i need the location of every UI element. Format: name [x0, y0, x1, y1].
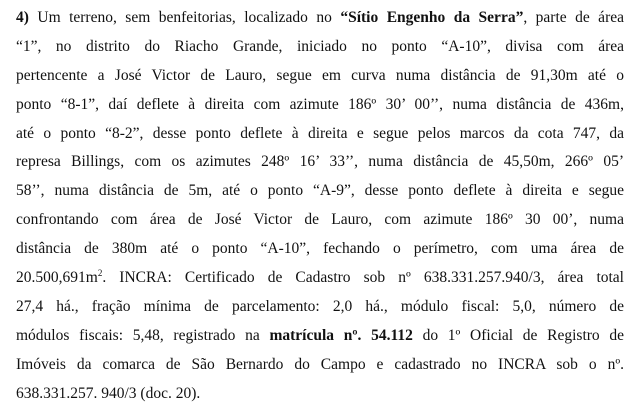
text-line-11: 27,4 há., fração mínima de parcelamento: 2,0 há., módulo fiscal: 5,0, número de — [16, 297, 624, 315]
document-paragraph — [16, 4, 624, 408]
text-line-3: pertencente a José Victor de Lauro, segue em curva numa distância de 91,30m até o — [16, 66, 624, 84]
text-line-10: $20.500,691m^2$. INCRA: Certificado de Cadastro sob nº 638.331.257.940/3, área total — [16, 267, 624, 287]
text-line-7: 58’’, numa distância de 5m, até o ponto “A-9”, desse ponto deflete à direita e segue — [16, 182, 624, 200]
text-line-4: ponto “8-1”, daí deflete à direita com azimute 186º 30’ 00’’, numa distância de 436m, — [16, 95, 624, 113]
area-superscript: 2 — [97, 267, 103, 278]
text-line-12: módulos fiscais: 5,48, registrado na matrícula nº. 54.112 do 1º Oficial de Registro de — [16, 326, 624, 344]
text-line-14: 638.331.257. 940/3 (doc. 20). — [16, 384, 201, 402]
registration-number: matrícula nº. 54.112 — [269, 326, 413, 344]
text-line-2: “1”, no distrito do Riacho Grande, iniciado no ponto “A-10”, divisa com área — [16, 37, 624, 55]
property-name: “Sítio Engenho da Serra” — [340, 9, 524, 26]
item-number: 4) — [16, 9, 29, 26]
text-line-13: Imóveis da comarca de São Bernardo do Campo e cadastrado no INCRA sob o nº. — [16, 355, 624, 373]
text-line-5: até o ponto “8-2”, desse ponto deflete à direita e segue pelos marcos da cota 747, da — [16, 124, 624, 142]
text-line-8: confrontando com área de José Victor de Lauro, com azimute 186º 30 00’, numa — [16, 211, 624, 229]
text-line-9: distância de 380m até o ponto “A-10”, fechando o perímetro, com uma área de — [16, 240, 624, 258]
text-line-1: 4) Um terreno, sem benfeitorias, localizado no “Sítio Engenho da Serra”, parte de área — [16, 9, 624, 26]
text-line-6: represa Billings, com os azimutes 248º 16’ 33’’, numa distância de 45,50m, 266º 05’ — [16, 153, 624, 171]
